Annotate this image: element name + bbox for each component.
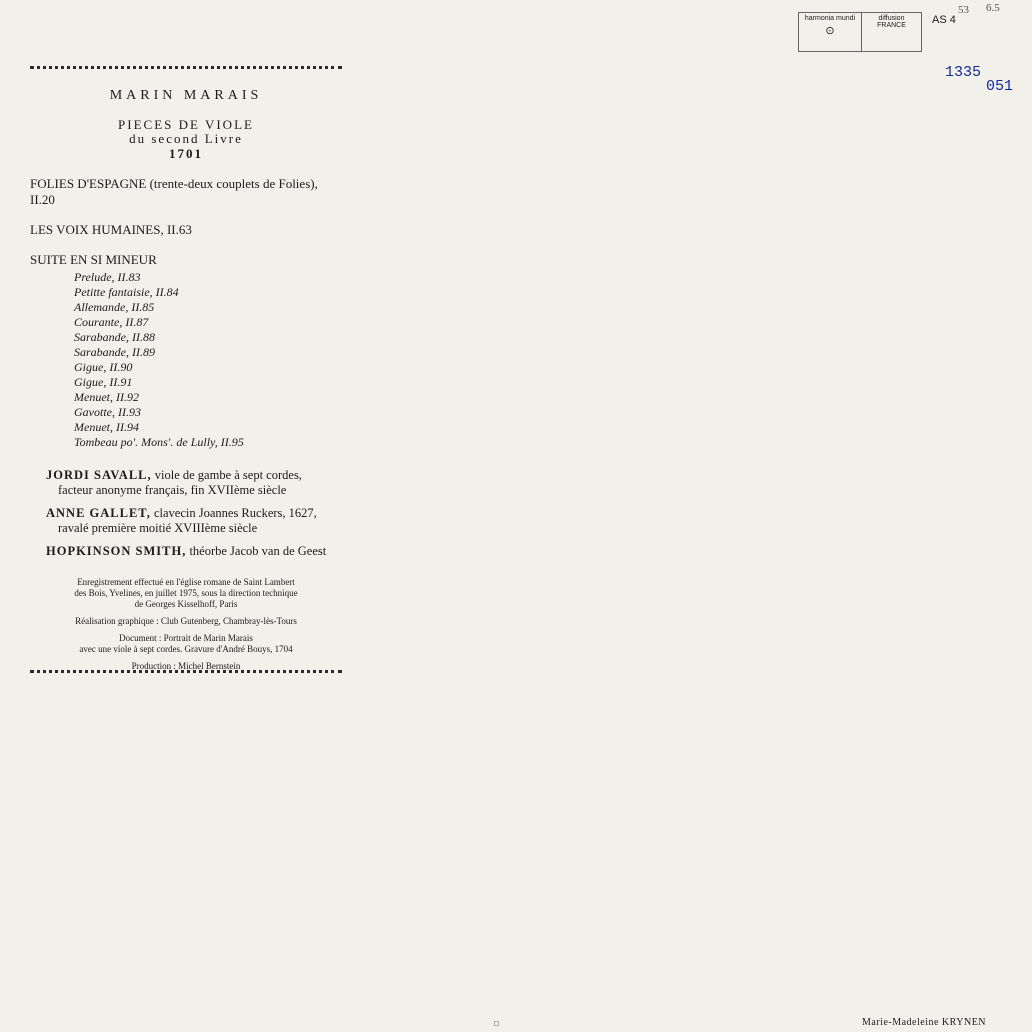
album-subtitle-line2: du second Livre [129, 131, 243, 146]
performer-instrument-detail: facteur anonyme français, fin XVIIème siècle [58, 483, 287, 497]
ink-stamp-number: 1335 [945, 64, 982, 81]
credits-document: avec une viole à sept cordes. Gravure d'André Bouys, 1704 [79, 644, 293, 654]
performer-instrument: théorbe Jacob van de Geest [189, 544, 327, 558]
composer-name: MARIN MARAIS [109, 88, 263, 103]
pencil-annotation: 53 [958, 4, 969, 16]
credits-recording: Enregistrement effectué en l'église romane de Saint Lambert [77, 577, 295, 587]
label-brand: harmonia mundi [804, 15, 856, 22]
performer-instrument: clavecin Joannes Ruckers, 1627, [153, 506, 317, 520]
label-brand-panel [799, 13, 862, 51]
tracklist-work: LES VOIX HUMAINES, II.63 [30, 222, 192, 237]
movement-item: Menuet, II.92 [74, 390, 139, 404]
pencil-annotation: 6.5 [986, 2, 1000, 14]
label-country: FRANCE [877, 22, 906, 29]
credits-recording: des Bois, Yvelines, en juillet 1975, sous la direction technique [74, 588, 298, 598]
movement-item: Gavotte, II.93 [74, 405, 141, 419]
performer-entry [30, 468, 342, 498]
movement-item: Tombeau po'. Mons'. de Lully, II.95 [74, 435, 244, 449]
movement-list [30, 270, 342, 450]
performer-instrument-detail: ravalé première moitié XVIIIème siècle [58, 521, 258, 535]
left-column [30, 60, 342, 678]
movement-item: Prelude, II.83 [74, 270, 141, 284]
performer-entry [30, 506, 342, 536]
footer-logo-icon: □ [494, 1019, 499, 1028]
movement-item: Courante, II.87 [74, 315, 149, 329]
ink-stamp-number: 051 [986, 78, 1014, 95]
movement-item: Petitte fantaisie, II.84 [74, 285, 179, 299]
label-logo-icon: ⊙ [825, 25, 835, 37]
album-subtitle-line1: PIECES DE VIOLE [118, 117, 254, 132]
movement-item: Allemande, II.85 [74, 300, 155, 314]
performer-entry [30, 544, 342, 559]
album-year: 1701 [169, 146, 203, 161]
performer-name: JORDI SAVALL, [46, 468, 152, 482]
performer-list [30, 468, 342, 559]
performer-name: HOPKINSON SMITH, [46, 544, 187, 558]
credits-recording: de Georges Kisselhoff, Paris [134, 599, 238, 609]
label-distribution: diffusion [878, 15, 905, 22]
movement-item: Gigue, II.91 [74, 375, 133, 389]
movement-item: Gigue, II.90 [74, 360, 133, 374]
label-distribution-panel [862, 13, 921, 51]
movement-item: Sarabande, II.88 [74, 330, 155, 344]
production-credits [30, 577, 342, 672]
credits-document: Document : Portrait de Marin Marais [119, 633, 253, 643]
suite-title: SUITE EN SI MINEUR [30, 252, 157, 267]
credits-graphics: Réalisation graphique : Club Gutenberg, Chambray-lès-Tours [75, 616, 297, 626]
author-signature: Marie-Madeleine KRYNEN [862, 1017, 987, 1028]
movement-item: Sarabande, II.89 [74, 345, 155, 359]
performer-name: ANNE GALLET, [46, 506, 151, 520]
tracklist-work: FOLIES D'ESPAGNE (trente-deux couplets de Folies), II.20 [30, 176, 318, 207]
movement-item: Menuet, II.94 [74, 420, 139, 434]
record-label-box [798, 12, 922, 52]
credits-production: Production : Michel Bernstein [131, 661, 241, 671]
catalog-number: AS 4 [932, 14, 956, 26]
performer-instrument: viole de gambe à sept cordes, [154, 468, 302, 482]
